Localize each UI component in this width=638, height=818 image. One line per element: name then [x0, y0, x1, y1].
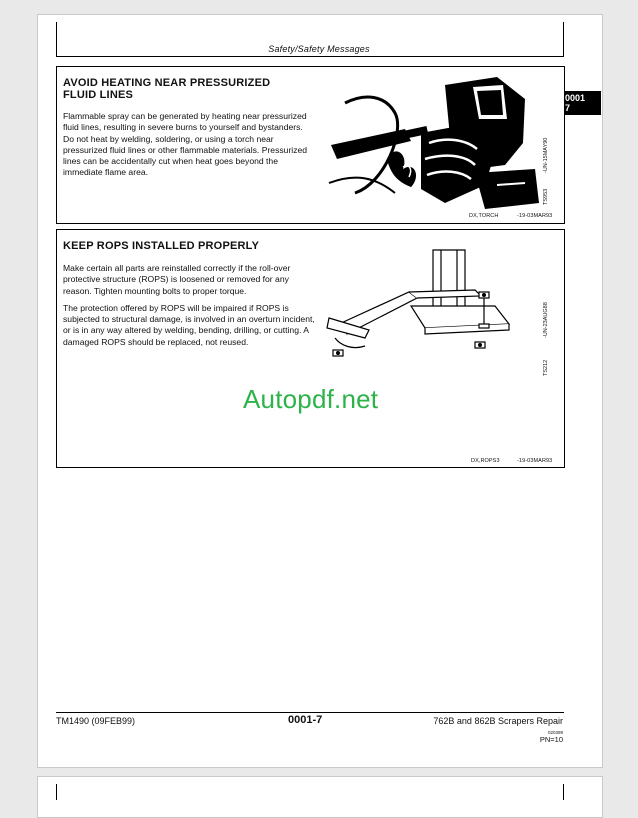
side-code-top: -UN-15MAY90: [543, 137, 549, 173]
body-paragraph: Make certain all parts are reinstalled correctly if the roll-over protective structure (ROPS) is loosened or removed for any reason. Tighten mounting bolts to proper torque.: [63, 263, 291, 296]
next-document-page: [37, 776, 603, 818]
footer-manual-title: 762B and 862B Scrapers Repair: [433, 716, 563, 726]
section-tab: [563, 91, 601, 115]
body-paragraph: Flammable spray can be generated by heating near pressurized fluid lines, resulting in severe burns to yourself and bystanders. Do not heat by welding, soldering, or using a torch near pressurized fluid lines or other flammable materials. Pressurized lines can be accidentally cut when heat goes beyond the immediate flame area.: [63, 111, 308, 178]
side-code-bottom: TS953: [543, 188, 549, 205]
caption-left: DX,TORCH: [469, 213, 499, 219]
footer-doc-id: TM1490 (09FEB99): [56, 716, 136, 726]
section-tab-line2: 7: [565, 103, 571, 113]
footer-code: 020399: [547, 730, 563, 735]
heading-line2: FLUID LINES: [63, 89, 134, 101]
body-paragraph: The protection offered by ROPS will be impaired if ROPS is subjected to structural damage, is involved in an overturn incident, or is in any way altered by welding, bending, drilling, or cutting. A damaged ROPS should be replaced, not reused.: [63, 302, 315, 347]
section-heading: KEEP ROPS INSTALLED PROPERLY: [63, 240, 260, 252]
next-page-left-rule: [56, 784, 57, 800]
caption-right: -19-03MAR93: [517, 458, 553, 464]
footer-rule: [56, 712, 564, 713]
caption-left: DX,ROPS3: [471, 458, 500, 464]
footer-pn: PN=10: [539, 735, 563, 744]
section-body: [63, 111, 315, 185]
page-header-title: Safety/Safety Messages: [268, 44, 370, 54]
rops-mount-illustration: [325, 246, 525, 366]
heading-line1: AVOID HEATING NEAR PRESSURIZED: [63, 77, 271, 89]
safety-message-box-rops: [56, 229, 565, 468]
caption-right: -19-03MAR93: [517, 213, 553, 219]
section-tab-line1: 0001: [565, 93, 586, 103]
side-code-top: -UN-23AUG88: [543, 302, 549, 338]
safety-message-box-heating: [56, 66, 565, 224]
welder-torch-illustration: [325, 73, 545, 213]
side-code-bottom: TS212: [543, 359, 549, 376]
next-page-right-rule: [563, 784, 564, 800]
section-heading: [63, 77, 270, 101]
section-body: [63, 263, 315, 354]
footer-page-number: 0001-7: [288, 714, 323, 726]
watermark-text: Autopdf.net: [243, 384, 379, 414]
header-bottom-rule: [56, 56, 564, 57]
